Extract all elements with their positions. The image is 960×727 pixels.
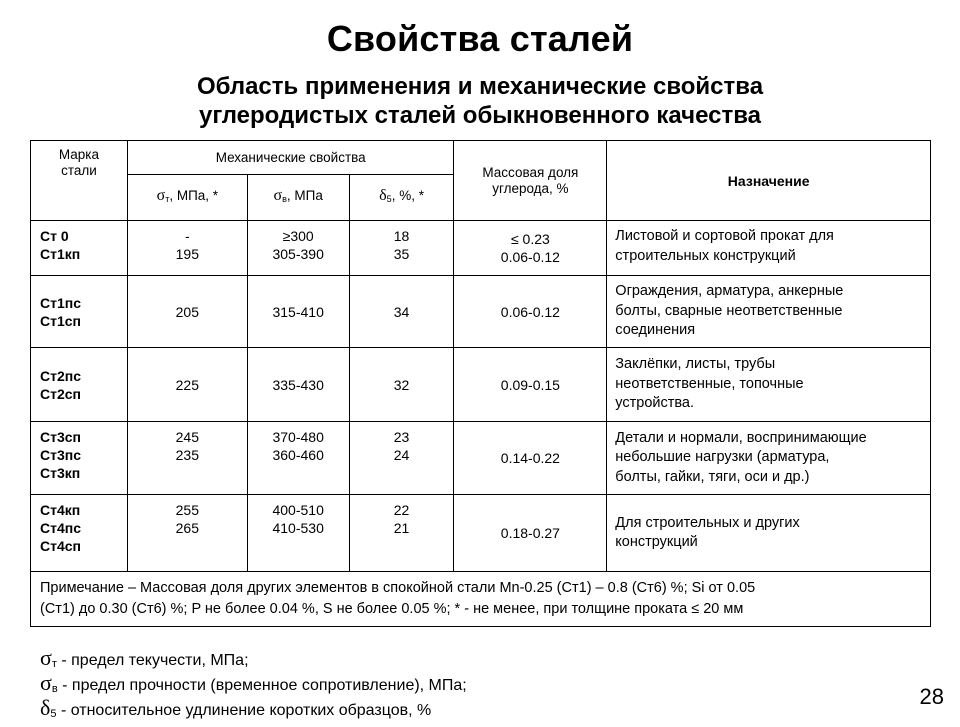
- header-carbon: [454, 141, 607, 221]
- sigma-v-value: 370-480: [272, 429, 324, 445]
- header-grade-line-2: стали: [61, 163, 97, 178]
- legend-text: - предел текучести, МПа;: [56, 652, 249, 669]
- delta-value: 22: [393, 502, 410, 518]
- table-row: [31, 276, 931, 348]
- delta-cell: 34: [349, 276, 454, 348]
- sigma-v-value: 360-460: [272, 447, 324, 463]
- legend-subscript: т: [51, 658, 57, 670]
- subtitle-line-1: Область применения и механические свойства: [196, 73, 764, 100]
- delta-cell: 32: [349, 348, 454, 422]
- note-row: [31, 572, 931, 627]
- legend-symbol: σ: [40, 645, 52, 670]
- table-row: [31, 348, 931, 422]
- delta-value: 24: [393, 447, 410, 463]
- sigma-t-value: -: [184, 228, 190, 244]
- legend-symbol: σ: [40, 670, 52, 695]
- grade-name: Ст2пс: [40, 367, 81, 384]
- purpose-line: болты, сварные неответственные: [615, 302, 843, 319]
- legend-subscript: 5: [50, 708, 57, 720]
- legend-item: [40, 670, 467, 695]
- header-carbon-line-2: углерода, %: [492, 180, 569, 196]
- sigma-v-value: 305-390: [272, 246, 324, 262]
- purpose-line: болты, гайки, тяги, оси и др.): [615, 468, 810, 485]
- sigma-t-cell: 205: [127, 276, 247, 348]
- carbon-cell: 0.14-0.22: [454, 422, 607, 495]
- sigma-v-unit: , МПа: [286, 188, 323, 203]
- header-carbon-line-1: Массовая доля: [482, 164, 579, 180]
- sigma-t-value: 235: [175, 447, 199, 463]
- sigma-v-cell: [247, 221, 349, 276]
- grade-name: Ст4пс: [40, 520, 81, 536]
- grade-name: Ст3кп: [40, 465, 81, 481]
- delta-value: 21: [393, 520, 410, 536]
- legend-item: [40, 695, 467, 720]
- grade-name: Ст4сп: [40, 538, 81, 554]
- header-sigma-v: [247, 175, 349, 221]
- grade-cell: [31, 348, 128, 422]
- purpose-line: Ограждения, арматура, анкерные: [615, 283, 844, 300]
- delta-unit: , %, *: [391, 188, 424, 203]
- header-sigma-t: [127, 175, 247, 221]
- delta-cell: [349, 495, 454, 572]
- delta-symbol: δ: [379, 187, 387, 204]
- sigma-t-unit: , МПа, *: [169, 188, 219, 203]
- table-row: [31, 221, 931, 276]
- sigma-v-cell: 315-410: [247, 276, 349, 348]
- purpose-line: устройства.: [615, 395, 695, 412]
- delta-cell: [349, 221, 454, 276]
- purpose-line: строительных конструкций: [615, 247, 796, 264]
- grade-name: Ст3пс: [40, 447, 81, 463]
- purpose-cell: [607, 495, 931, 572]
- symbol-legend: [40, 645, 467, 720]
- sigma-t-subscript: т: [165, 194, 170, 204]
- carbon-cell: 0.06-0.12: [454, 276, 607, 348]
- delta-cell: [349, 422, 454, 495]
- carbon-value: 0.06-0.12: [500, 249, 560, 265]
- delta-subscript: 5: [386, 194, 392, 204]
- purpose-cell: [607, 221, 931, 276]
- legend-symbol: δ: [40, 695, 51, 720]
- sigma-v-value: ≥300: [282, 228, 314, 244]
- delta-value: 35: [393, 246, 410, 262]
- sigma-symbol: σ: [156, 187, 166, 204]
- purpose-cell: [607, 422, 931, 495]
- sigma-v-value: 400-510: [272, 502, 324, 518]
- legend-item: [40, 645, 467, 670]
- carbon-cell: 0.18-0.27: [454, 495, 607, 572]
- carbon-value: ≤ 0.23: [510, 231, 550, 247]
- purpose-line: неответственные, топочные: [615, 375, 804, 392]
- sigma-v-cell: 335-430: [247, 348, 349, 422]
- note-cell: [31, 572, 931, 627]
- sigma-t-cell: [127, 422, 247, 495]
- sigma-v-cell: [247, 422, 349, 495]
- sigma-symbol: σ: [273, 187, 283, 204]
- grade-name: Ст1пс: [40, 294, 81, 311]
- grade-name: Ст 0: [40, 228, 69, 244]
- legend-text: - относительное удлинение коротких образцов, %: [56, 702, 432, 719]
- sigma-t-cell: [127, 495, 247, 572]
- grade-cell: [31, 276, 128, 348]
- table-row: [31, 422, 931, 495]
- note-line-2: (Ст1) до 0.30 (Ст6) %; P не более 0.04 %, S не более 0.05 %; * - не менее, при толщине проката ≤ 20 мм: [40, 601, 744, 617]
- grade-cell: [31, 221, 128, 276]
- header-mechanical: Механические свойства: [127, 141, 454, 175]
- header-row-1: [31, 141, 931, 175]
- sigma-v-value: 410-530: [272, 520, 324, 536]
- legend-text: - предел прочности (временное сопротивление), МПа;: [57, 677, 467, 694]
- page-title: Свойства сталей: [326, 18, 634, 59]
- purpose-line: соединения: [615, 322, 696, 339]
- delta-value: 23: [393, 429, 410, 445]
- note-line-1: Примечание – Массовая доля других элементов в спокойной стали Mn-0.25 (Ст1) – 0.8 (Ст6) %; Si от 0.05: [40, 580, 756, 596]
- table-row: [31, 495, 931, 572]
- grade-cell: [31, 495, 128, 572]
- grade-name: Ст4кп: [40, 502, 81, 518]
- header-grade-line-1: Марка: [58, 147, 100, 162]
- page-subtitle: [0, 72, 960, 130]
- grade-name: Ст2сп: [40, 385, 81, 402]
- legend-subscript: в: [51, 683, 58, 695]
- sigma-t-value: 255: [175, 502, 199, 518]
- purpose-line: Листовой и сортовой прокат для: [615, 228, 834, 244]
- purpose-line: небольшие нагрузки (арматура,: [615, 449, 830, 466]
- page-number: 28: [919, 684, 944, 709]
- purpose-line: Детали и нормали, воспринимающие: [615, 429, 867, 446]
- purpose-line: Для строительных и других: [615, 514, 800, 531]
- sigma-t-cell: 225: [127, 348, 247, 422]
- header-purpose: Назначение: [607, 141, 931, 221]
- sigma-v-subscript: в: [282, 194, 287, 204]
- purpose-cell: [607, 348, 931, 422]
- grade-name: Ст1кп: [40, 246, 81, 262]
- grade-cell: [31, 422, 128, 495]
- sigma-t-cell: [127, 221, 247, 276]
- delta-value: 18: [393, 228, 410, 244]
- steel-properties-table: [30, 140, 931, 627]
- grade-name: Ст3сп: [40, 429, 81, 445]
- carbon-cell: 0.09-0.15: [454, 348, 607, 422]
- purpose-cell: [607, 276, 931, 348]
- subtitle-line-2: углеродистых сталей обыкновенного качества: [199, 102, 761, 129]
- grade-name: Ст1сп: [40, 312, 81, 329]
- header-grade: [31, 141, 128, 221]
- header-delta: [349, 175, 454, 221]
- purpose-line: конструкций: [615, 534, 698, 550]
- sigma-v-cell: [247, 495, 349, 572]
- sigma-t-value: 245: [175, 429, 199, 445]
- purpose-line: Заклёпки, листы, трубы: [615, 356, 776, 373]
- sigma-t-value: 195: [175, 246, 199, 262]
- carbon-cell: [454, 221, 607, 276]
- sigma-t-value: 265: [175, 520, 199, 536]
